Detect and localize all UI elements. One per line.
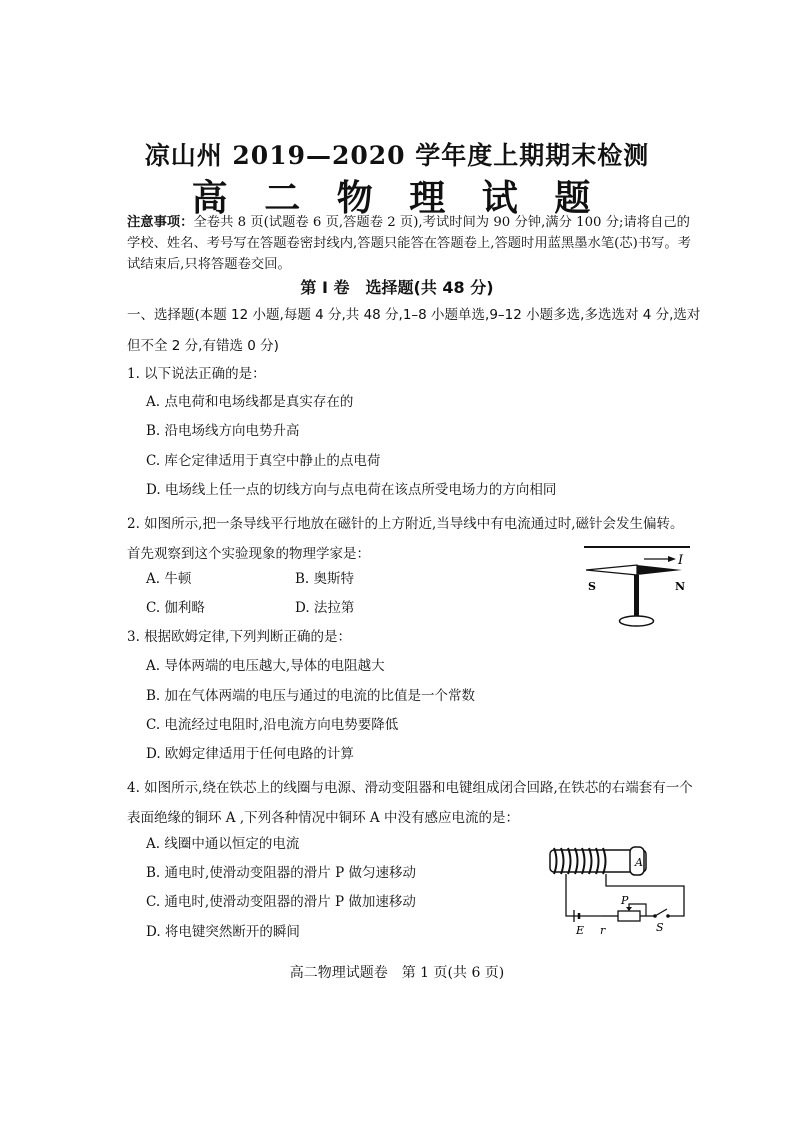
switch-contact-right	[666, 914, 670, 918]
question-2-stem: 2. 如图所示,把一条导线平行地放在磁针的上方附近,当导线中有电流通过时,磁针会发生偏转。首先观察到这个实验现象的物理学家是：	[127, 516, 684, 562]
exam-title: 凉山州 2019—2020 学年度上期期末检测	[144, 141, 650, 170]
question-1-option-d: D. 电场线上任一点的切线方向与点电荷在该点所受电场力的方向相同	[146, 482, 557, 498]
question-1-option-a: A. 点电荷和电场线都是真实存在的	[146, 394, 354, 410]
solenoid-circuit-figure	[546, 844, 694, 936]
needle-north	[637, 565, 682, 575]
section-intro: 一、选择题(本题 12 小题,每题 4 分,共 48 分,1–8 小题单选,9–12 小题多选,多选选对 4 分,选对但不全 2 分,有错选 0 分)	[127, 307, 701, 354]
circuit-wire-right	[606, 874, 684, 916]
question-4-option-c: C. 通电时,使滑动变阻器的滑片 P 做加速移动	[146, 894, 416, 910]
stand-base	[620, 616, 654, 626]
question-1-option-b: B. 沿电场线方向电势升高	[146, 423, 300, 439]
question-3-option-b: B. 加在气体两端的电压与通过的电流的比值是一个常数	[146, 688, 476, 704]
rheostat	[618, 911, 640, 921]
question-3-option-d: D. 欧姆定律适用于任何电路的计算	[146, 746, 354, 762]
north-label: N	[675, 580, 686, 593]
current-label: I	[678, 553, 684, 568]
question-2-option-b: B. 奥斯特	[295, 571, 355, 587]
question-1-stem: 1. 以下说法正确的是：	[127, 366, 266, 382]
current-arrow-head	[668, 556, 676, 562]
notice-label: 注意事项：	[127, 215, 194, 230]
compass-wire-figure	[578, 540, 696, 632]
question-2-option-d: D. 法拉第	[295, 600, 355, 616]
subject-title: 高 二 物 理 试 题	[191, 178, 603, 219]
question-3-option-c: C. 电流经过电阻时,沿电流方向电势要降低	[146, 717, 399, 733]
ring-label: A	[635, 856, 643, 869]
question-4-option-d: D. 将电键突然断开的瞬间	[146, 924, 300, 940]
notice-block	[127, 212, 697, 275]
resistance-label: r	[600, 924, 606, 936]
question-2-option-a: A. 牛顿	[146, 571, 192, 587]
needle-stand	[634, 575, 639, 617]
question-4-stem: 4. 如图所示,绕在铁芯上的线圈与电源、滑动变阻器和电键组成闭合回路,在铁芯的右端套有一个表面绝缘的铜环 A ,下列各种情况中铜环 A 中没有感应电流的是：	[127, 780, 693, 826]
question-4-option-a: A. 线圈中通以恒定的电流	[146, 836, 300, 852]
question-3-stem: 3. 根据欧姆定律,下列判断正确的是：	[127, 629, 351, 645]
page-footer: 高二物理试题卷 第 1 页(共 6 页)	[289, 965, 505, 981]
question-3-option-a: A. 导体两端的电压越大,导体的电阻越大	[146, 658, 385, 674]
south-label: S	[588, 580, 596, 593]
section-title: 第 Ⅰ 卷 选择题(共 48 分)	[300, 278, 494, 297]
circuit-wire-left	[566, 874, 602, 916]
needle-south	[586, 565, 637, 575]
switch-label: S	[656, 921, 664, 934]
notice-text: 全卷共 8 页(试题卷 6 页,答题卷 2 页),考试时间为 90 分钟,满分 100 分;请将自己的学校、姓名、考号写在答题卷密封线内,答题只能答在答题卷上,答题时用蓝黑墨水笔(芯)书写。考试结束后,只将答题卷交回。	[127, 215, 691, 272]
question-4-option-b: B. 通电时,使滑动变阻器的滑片 P 做匀速移动	[146, 865, 416, 881]
slider-label: P	[621, 894, 629, 907]
question-2-option-c: C. 伽利略	[146, 600, 205, 616]
emf-label: E	[576, 924, 585, 936]
question-1-option-c: C. 库仑定律适用于真空中静止的点电荷	[146, 453, 381, 469]
switch-lever	[655, 909, 667, 916]
